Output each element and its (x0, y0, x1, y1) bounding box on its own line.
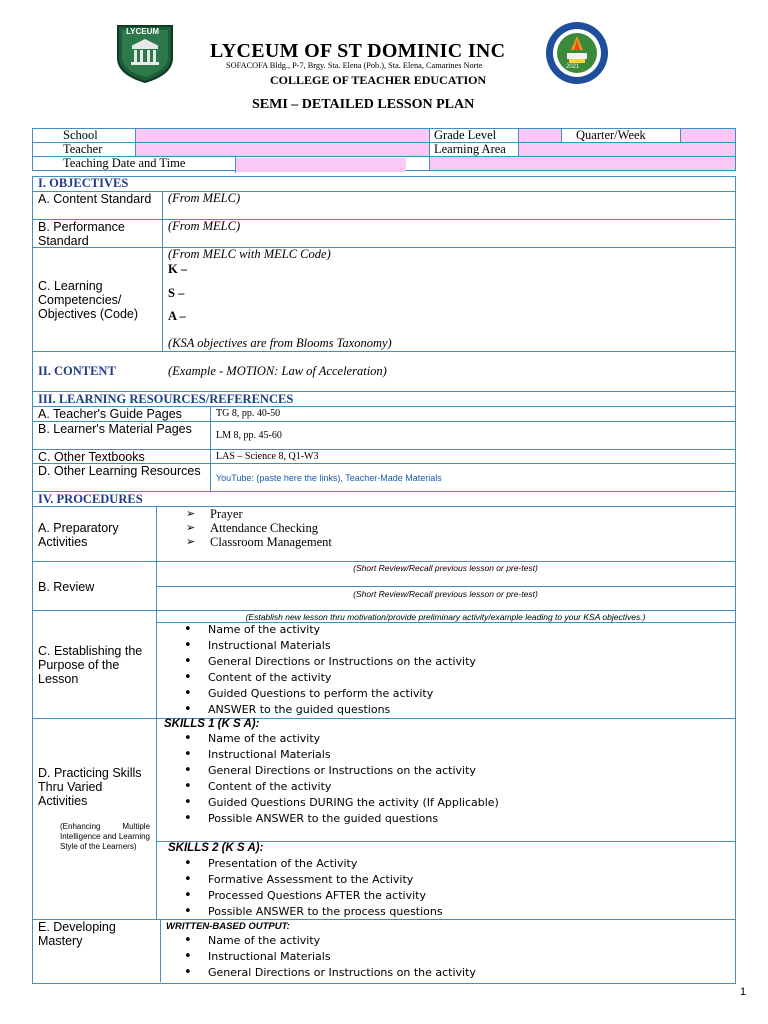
school-name: LYCEUM OF ST DOMINIC INC (210, 40, 506, 62)
preparatory-label: A. Preparatory Activities (38, 521, 119, 549)
competencies-value: (From MELC with MELC Code) (168, 247, 331, 261)
review-label: B. Review (38, 580, 95, 594)
learning-area-label: Learning Area (430, 143, 519, 157)
vline (210, 406, 211, 491)
list-item: • Formative Assessment to the Activity (184, 872, 443, 888)
list-item: • Guided Questions DURING the activity (If Applicable) (184, 795, 499, 811)
content-heading: II. CONTENT (38, 364, 116, 378)
objectives-heading: I. OBJECTIVES (38, 176, 129, 190)
content-standard-value: (From MELC) (168, 191, 241, 205)
practicing-sublabel: (Enhancing Multiple Intelligence and Learning Style of the Learners) (60, 822, 150, 851)
review-note-1: (Short Review/Recall previous lesson or pre-test) (353, 563, 538, 573)
ksa-a: A – (168, 309, 186, 323)
list-item: • Possible ANSWER to the process questions (184, 904, 443, 920)
quarter-week-label: Quarter/Week (562, 129, 681, 143)
teacher-field[interactable] (136, 143, 430, 157)
procedures-heading: IV. PROCEDURES (38, 492, 143, 506)
grade-level-field[interactable] (519, 129, 562, 143)
school-field[interactable] (136, 129, 430, 143)
skills-2-list (184, 856, 443, 920)
skills-1-heading: SKILLS 1 (K S A): (164, 718, 260, 730)
mastery-list (184, 933, 476, 981)
content-standard-label: A. Content Standard (38, 192, 152, 206)
ksa-k: K – (168, 262, 188, 276)
list-item: • Instructional Materials (184, 747, 499, 763)
lm-value: LM 8, pp. 45-60 (216, 430, 282, 441)
list-item: • Instructional Materials (184, 949, 476, 965)
list-item: • ANSWER to the guided questions (184, 702, 476, 718)
college-name: COLLEGE OF TEACHER EDUCATION (270, 73, 487, 87)
list-item: ➢ Classroom Management (186, 535, 332, 549)
practicing-label: D. Practicing Skills Thru Varied Activities (38, 766, 142, 808)
lm-label: B. Learner's Material Pages (38, 422, 192, 436)
preparatory-list (186, 507, 332, 549)
skills-1-list (184, 731, 499, 827)
list-item: • Possible ANSWER to the guided questions (184, 811, 499, 827)
textbooks-value: LAS – Science 8, Q1-W3 (216, 451, 319, 462)
list-item: ➢ Attendance Checking (186, 521, 332, 535)
list-item: • General Directions or Instructions on the activity (184, 965, 476, 981)
tg-label: A. Teacher's Guide Pages (38, 407, 182, 421)
date-time-field[interactable] (430, 157, 736, 171)
list-item: • Guided Questions to perform the activity (184, 686, 476, 702)
quarter-week-field[interactable] (681, 129, 736, 143)
youtube-link[interactable]: YouTube: (paste here the links), Teacher-Made Materials (216, 473, 442, 483)
hline (32, 610, 735, 611)
plan-title: SEMI – DETAILED LESSON PLAN (252, 97, 475, 112)
performance-standard-value: (From MELC) (168, 219, 241, 233)
date-time-text: Teaching Date and Time (63, 156, 186, 170)
list-item: • Instructional Materials (184, 638, 476, 654)
content-value: (Example - MOTION: Law of Acceleration) (168, 364, 387, 378)
developing-mastery-label: E. Developing Mastery (38, 920, 116, 948)
list-item: • Name of the activity (184, 933, 476, 949)
performance-standard-label: B. Performance Standard (38, 220, 125, 248)
list-item: • Content of the activity (184, 670, 476, 686)
tg-value: TG 8, pp. 40-50 (216, 408, 281, 419)
hline (32, 351, 735, 352)
establishing-list (184, 622, 476, 718)
list-item: • Presentation of the Activity (184, 856, 443, 872)
list-item: ➢ Prayer (186, 507, 332, 521)
list-item: • Name of the activity (184, 622, 476, 638)
list-item: • Processed Questions AFTER the activity (184, 888, 443, 904)
skills-2-heading: SKILLS 2 (K S A): (168, 842, 264, 854)
list-item: • General Directions or Instructions on the activity (184, 654, 476, 670)
textbooks-label: C. Other Textbooks (38, 450, 145, 464)
review-note-2: (Short Review/Recall previous lesson or pre-test) (353, 589, 538, 599)
list-item: • Content of the activity (184, 779, 499, 795)
resources-heading: III. LEARNING RESOURCES/REFERENCES (38, 392, 294, 406)
hline (156, 586, 735, 587)
seal-year: 2021 (566, 64, 580, 70)
logo-left-text: LYCEUM (126, 27, 160, 36)
learning-area-field[interactable] (519, 143, 736, 157)
competencies-label: C. Learning Competencies/ Objectives (Code) (38, 279, 139, 321)
hline (32, 561, 735, 562)
date-time-fill (236, 158, 406, 172)
grade-level-label: Grade Level (430, 129, 519, 143)
school-address: SOFACOFA Bldg., P-7, Brgy. Sta. Elena (Pob.), Sta. Elena, Camarines Norte (226, 61, 483, 70)
page-number: 1 (740, 986, 747, 998)
list-item: • Name of the activity (184, 731, 499, 747)
vline (162, 191, 163, 351)
vline (160, 919, 161, 982)
list-item: • General Directions or Instructions on the activity (184, 763, 499, 779)
cte-seal (540, 20, 614, 86)
establishing-note: (Establish new lesson thru motivation/provide preliminary activity/example leading to your KSA objectives.) (245, 612, 646, 622)
other-resources-label: D. Other Learning Resources (38, 464, 201, 478)
ksa-s: S – (168, 286, 185, 300)
school-label: School (33, 129, 136, 143)
teacher-label: Teacher (33, 143, 136, 157)
ksa-note: (KSA objectives are from Blooms Taxonomy) (168, 336, 392, 350)
written-output-heading: WRITTEN-BASED OUTPUT: (166, 921, 290, 932)
hline (32, 718, 735, 719)
establishing-label: C. Establishing the Purpose of the Lesson (38, 644, 143, 686)
